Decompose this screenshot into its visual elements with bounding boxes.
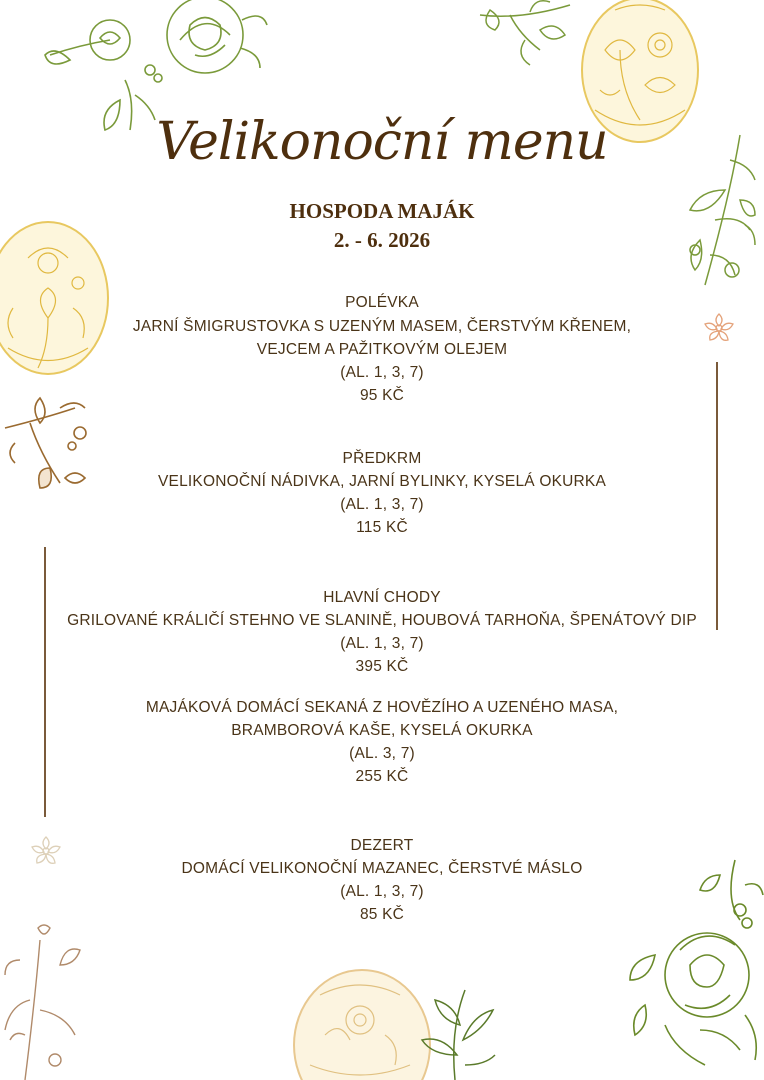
dish-soup-line1: JARNÍ ŠMIGRUSTOVKA S UZENÝM MASEM, ČERSTVÝM KŘENEM, <box>132 318 632 335</box>
restaurant-name: HOSPODA MAJÁK <box>289 199 475 223</box>
price-soup: 95 KČ <box>359 387 405 404</box>
dish-starter-line1: VELIKONOČNÍ NÁDIVKA, JARNÍ BYLINKY, KYSELÁ OKURKA <box>158 473 606 490</box>
section-heading-dessert: DEZERT <box>350 837 414 854</box>
dish-main1-line1: GRILOVANÉ KRÁLIČÍ STEHNO VE SLANINĚ, HOUBOVÁ TARHOŇA, ŠPENÁTOVÝ DIP <box>67 612 697 629</box>
dish-main2-line1: MAJÁKOVÁ DOMÁCÍ SEKANÁ Z HOVĚZÍHO A UZENÉHO MASA, <box>145 699 619 716</box>
allergens-main1: (AL. 1, 3, 7) <box>340 635 424 652</box>
allergens-starter: (AL. 1, 3, 7) <box>340 496 424 513</box>
price-main1: 395 KČ <box>355 658 409 675</box>
price-dessert: 85 KČ <box>359 906 405 923</box>
price-starter: 115 KČ <box>356 519 408 536</box>
allergens-soup: (AL. 1, 3, 7) <box>340 364 424 381</box>
section-heading-soup: POLÉVKA <box>345 294 419 311</box>
section-heading-mains: HLAVNÍ CHODY <box>323 589 441 606</box>
menu-title: Velikonoční menu <box>156 112 608 172</box>
dish-soup-line2: VEJCEM A PAŽITKOVÝM OLEJEM <box>256 341 508 358</box>
dish-dessert-line1: DOMÁCÍ VELIKONOČNÍ MAZANEC, ČERSTVÉ MÁSLO <box>181 860 583 877</box>
allergens-main2: (AL. 3, 7) <box>349 745 415 762</box>
section-heading-starter: PŘEDKRM <box>342 450 422 467</box>
flower-branch-bottom-left-icon <box>0 920 100 1080</box>
menu-dates: 2. - 6. 2026 <box>333 228 431 252</box>
floral-egg-bottom-icon <box>290 965 435 1080</box>
price-main2: 255 KČ <box>355 768 409 785</box>
flower-branch-top-right-icon <box>470 0 580 70</box>
allergens-dessert: (AL. 1, 3, 7) <box>340 883 424 900</box>
dish-main2-line2: BRAMBOROVÁ KAŠE, KYSELÁ OKURKA <box>231 722 533 739</box>
leaf-branch-bottom-icon <box>415 985 505 1080</box>
